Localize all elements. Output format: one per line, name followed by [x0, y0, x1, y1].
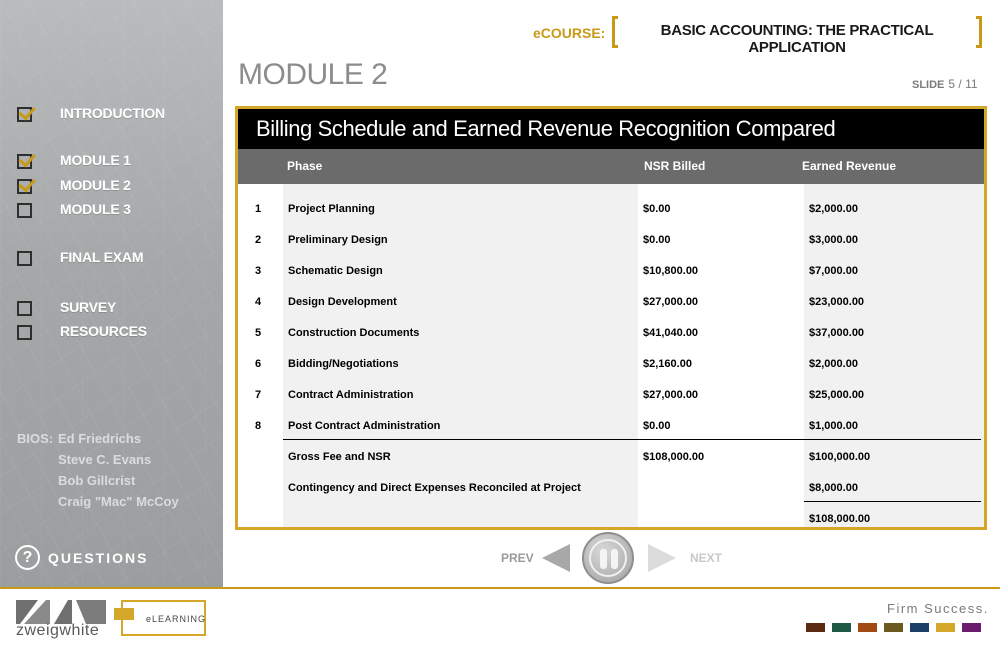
table-header-row: [238, 149, 984, 184]
sidebar: [0, 0, 223, 587]
nav-label: FINAL EXAM: [60, 249, 144, 265]
course-title-frame: [612, 16, 982, 56]
total-rule: [804, 501, 981, 502]
nsr-cell: $27,000.00: [643, 389, 699, 401]
pause-button[interactable]: [582, 532, 634, 584]
nav-item-module-3[interactable]: [17, 201, 131, 219]
right-triangle-icon[interactable]: [648, 544, 676, 572]
nsr-cell: $2,160.00: [643, 358, 692, 370]
earned-cell: $2,000.00: [809, 203, 858, 215]
nsr-cell: $10,800.00: [643, 265, 699, 277]
color-swatch: [832, 623, 851, 632]
row-number: 4: [255, 296, 262, 308]
content-panel: [235, 106, 987, 530]
checkbox-icon: [17, 325, 32, 340]
questions-button[interactable]: [15, 545, 148, 570]
nav-item-resources[interactable]: [17, 323, 147, 341]
nsr-cell: $0.00: [643, 420, 671, 432]
panel-title-bar: [238, 109, 984, 149]
row-number: 7: [255, 389, 262, 401]
bio-link[interactable]: Craig "Mac" McCoy: [58, 494, 179, 509]
logo-text: zweigwhite: [16, 622, 100, 639]
slide-counter: [912, 77, 978, 91]
earned-cell: $25,000.00: [809, 389, 865, 401]
slide-position: 5 / 11: [948, 77, 978, 91]
phase-cell: Construction Documents: [288, 327, 420, 339]
table-title: Billing Schedule and Earned Revenue Recognition Compared: [256, 116, 836, 141]
gross-fee-label: Gross Fee and NSR: [288, 451, 391, 463]
row-number: 2: [255, 234, 262, 246]
contingency-label: Contingency and Direct Expenses Reconciled at Project: [288, 482, 581, 494]
slide-label: SLIDE: [912, 79, 945, 91]
total-earned-cell: $108,000.00: [809, 513, 871, 525]
left-triangle-icon[interactable]: [542, 544, 570, 572]
footer-divider: [0, 587, 1000, 589]
nav-label: MODULE 3: [60, 201, 131, 217]
phase-cell: Post Contract Administration: [288, 420, 441, 432]
checkbox-icon: [17, 107, 32, 122]
next-label[interactable]: NEXT: [690, 551, 723, 565]
checkbox-icon: [17, 203, 32, 218]
row-number: 6: [255, 358, 262, 370]
nav-label: SURVEY: [60, 299, 117, 315]
nsr-cell: $27,000.00: [643, 296, 699, 308]
earned-cell: $2,000.00: [809, 358, 858, 370]
phase-cell: Contract Administration: [288, 389, 414, 401]
nsr-cell: $0.00: [643, 234, 671, 246]
phase-cell: Schematic Design: [288, 265, 383, 277]
nav-label: INTRODUCTION: [60, 105, 165, 121]
gross-nsr-cell: $108,000.00: [643, 451, 705, 463]
nsr-cell: $0.00: [643, 203, 671, 215]
row-number: 1: [255, 203, 262, 215]
contingency-earned-cell: $8,000.00: [809, 482, 858, 494]
nav-label: MODULE 1: [60, 152, 131, 168]
color-swatch: [910, 623, 929, 632]
color-swatch: [884, 623, 903, 632]
nsr-cell: $41,040.00: [643, 327, 699, 339]
phase-cell: Preliminary Design: [288, 234, 388, 246]
gross-earned-cell: $100,000.00: [809, 451, 871, 463]
bio-link[interactable]: Steve C. Evans: [58, 452, 152, 467]
earned-cell: $37,000.00: [809, 327, 865, 339]
row-number: 5: [255, 327, 262, 339]
question-circle-icon: ?: [15, 545, 40, 570]
phase-cell: Project Planning: [288, 203, 375, 215]
earned-cell: $3,000.00: [809, 234, 858, 246]
nav-label: MODULE 2: [60, 177, 131, 193]
course-title: BASIC ACCOUNTING: THE PRACTICAL APPLICATION: [660, 22, 934, 56]
checkbox-icon: [17, 251, 32, 266]
row-number: 3: [255, 265, 262, 277]
subtotal-rule: [283, 439, 981, 440]
earned-cell: $1,000.00: [809, 420, 858, 432]
elearning-label: eLEARNING: [146, 614, 207, 624]
earned-cell: $7,000.00: [809, 265, 858, 277]
column-header-earned-revenue: Earned Revenue: [802, 159, 897, 173]
color-swatch: [962, 623, 981, 632]
row-number: 8: [255, 420, 262, 432]
nav-item-final-exam[interactable]: [17, 249, 144, 267]
bio-link[interactable]: Bob Gillcrist: [58, 473, 136, 488]
checkbox-icon: [17, 301, 32, 316]
tagline: Firm Success.: [887, 601, 989, 616]
elearning-badge: [121, 600, 206, 636]
column-header-phase: Phase: [287, 159, 323, 173]
ecourse-label: eCOURSE:: [533, 25, 606, 41]
checkbox-icon: [17, 154, 32, 169]
nav-item-survey[interactable]: [17, 299, 117, 317]
questions-label: QUESTIONS: [48, 549, 149, 566]
phase-cell: Design Development: [288, 296, 397, 308]
checkbox-icon: [17, 179, 32, 194]
nav-item-introduction[interactable]: [17, 105, 165, 123]
bios-label: BIOS:: [17, 431, 54, 446]
column-header-nsr-billed: NSR Billed: [644, 159, 706, 173]
earned-cell: $23,000.00: [809, 296, 865, 308]
color-swatch: [858, 623, 877, 632]
color-swatch: [936, 623, 955, 632]
nav-item-module-1[interactable]: [17, 152, 131, 170]
zweigwhite-logo-icon: [16, 600, 106, 624]
pause-icon: [600, 549, 607, 569]
phase-cell: Bidding/Negotiations: [288, 358, 399, 370]
color-swatch: [806, 623, 825, 632]
pause-icon: [611, 549, 618, 569]
nav-label: RESOURCES: [60, 323, 147, 339]
prev-label[interactable]: PREV: [501, 551, 534, 565]
elearning-square-icon: [114, 608, 134, 620]
bio-link[interactable]: Ed Friedrichs: [58, 431, 142, 446]
module-title: MODULE 2: [238, 58, 388, 91]
nav-item-module-2[interactable]: [17, 177, 131, 195]
